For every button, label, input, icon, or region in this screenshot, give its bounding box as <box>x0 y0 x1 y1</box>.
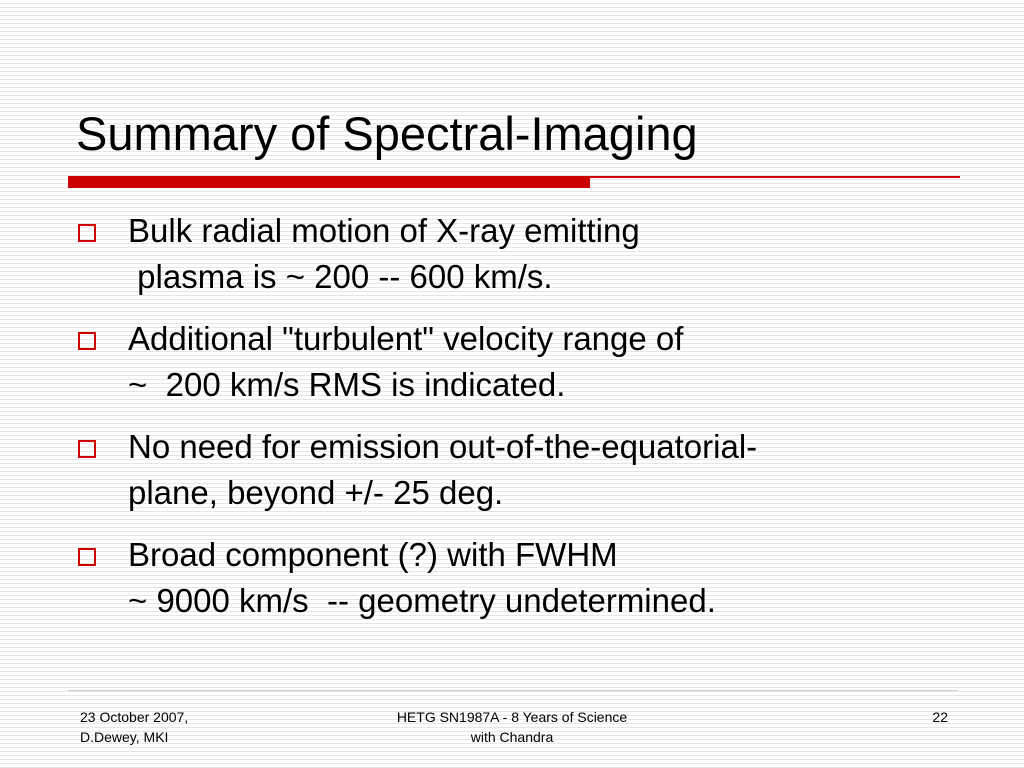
bullet-square-icon <box>78 224 96 242</box>
bullet-text-line: No need for emission out-of-the-equatorial- <box>128 428 758 465</box>
title-underline-thin <box>590 176 960 178</box>
bullet-text-line: ~ 200 km/s RMS is indicated. <box>128 366 566 403</box>
footer-date-author <box>80 707 188 747</box>
bullet-text-line: Bulk radial motion of X-ray emitting <box>128 212 640 249</box>
bullet-square-icon <box>78 332 96 350</box>
title-underline-thick <box>68 176 590 188</box>
bullet-text-line: Additional "turbulent" velocity range of <box>128 320 684 357</box>
bullet-item <box>76 424 956 516</box>
bullet-item <box>76 532 956 624</box>
bullet-list <box>76 208 956 640</box>
bullet-square-icon <box>78 548 96 566</box>
bullet-item <box>76 316 956 408</box>
bullet-text-line: plasma is ~ 200 -- 600 km/s. <box>128 258 553 295</box>
bullet-item <box>76 208 956 300</box>
bullet-square-icon <box>78 440 96 458</box>
footer-presentation-title <box>362 707 662 747</box>
bullet-text-line: ~ 9000 km/s -- geometry undetermined. <box>128 582 716 619</box>
footer-title-line: HETG SN1987A - 8 Years of Science <box>396 709 628 725</box>
footer-date: 23 October 2007, <box>80 709 189 725</box>
bullet-text-line: Broad component (?) with FWHM <box>128 536 618 573</box>
footer-author: D.Dewey, MKI <box>80 729 169 745</box>
bullet-text-line: plane, beyond +/- 25 deg. <box>128 474 504 511</box>
slide-number: 22 <box>932 709 948 725</box>
footer-divider <box>68 690 958 691</box>
footer-title-line: with Chandra <box>470 729 554 745</box>
slide-title: Summary of Spectral-Imaging <box>76 107 698 160</box>
